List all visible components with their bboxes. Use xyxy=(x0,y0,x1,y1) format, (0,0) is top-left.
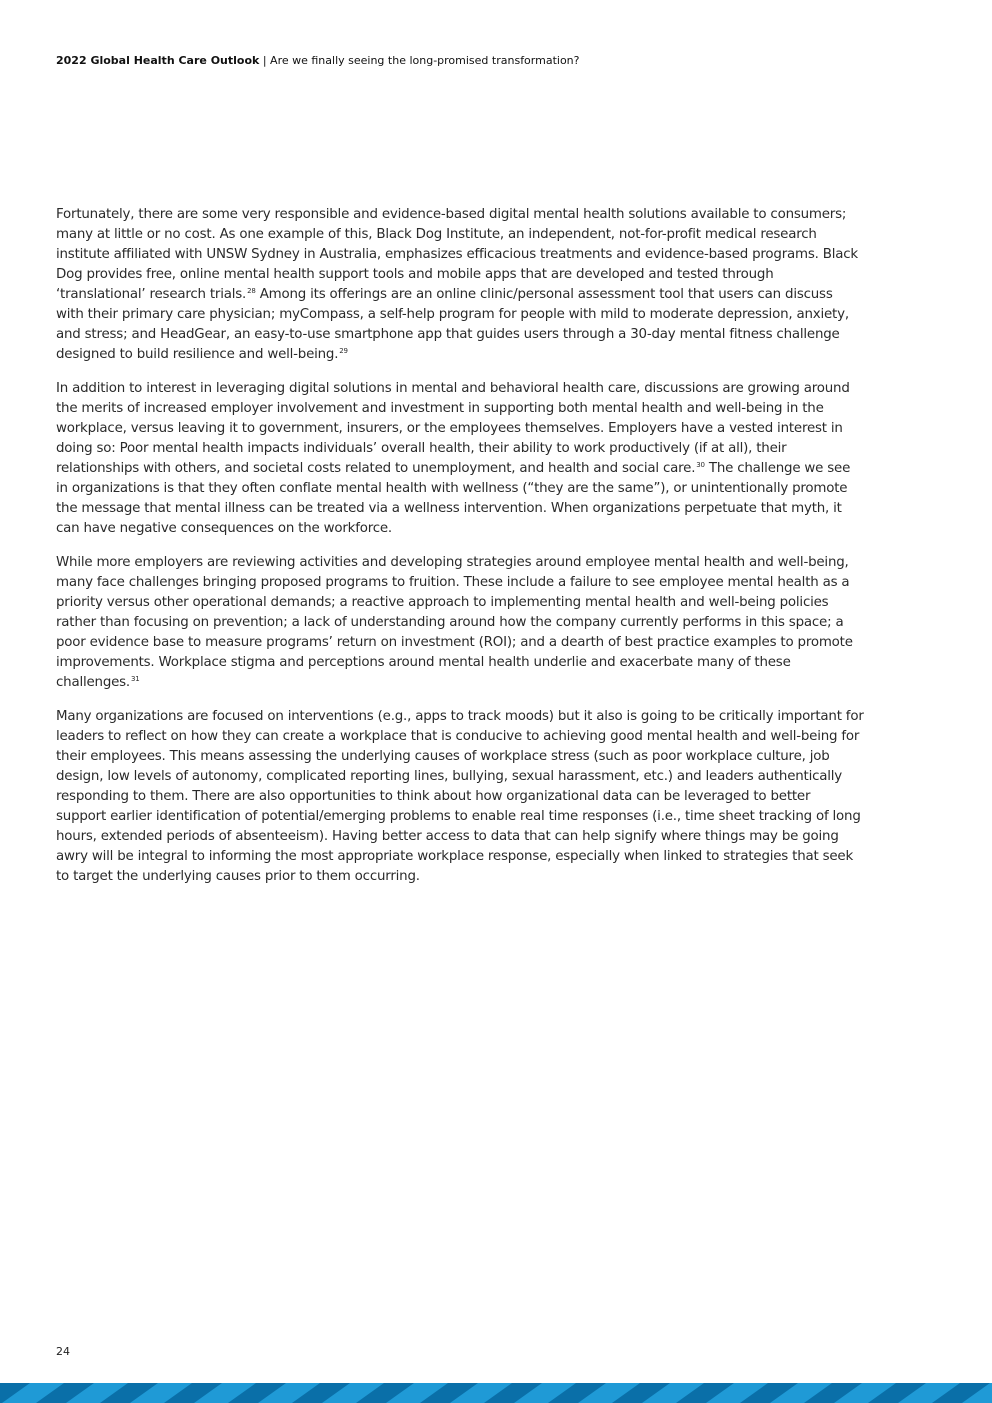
paragraph-text: While more employers are reviewing activities and developing strategies around employee mental health and well-being, many face challenges bringing proposed programs to fruition. These include a failure to see employee mental health as a priority versus other operational demands; a reactive approach to implementing mental health and well-being policies rather than focusing on prevention; a lack of understanding around how the company currently performs in this space; a poor evidence base to measure programs’ return on investment (ROI); and a dearth of best practice examples to promote improvements. Workplace stigma and perceptions around mental health underlie and exacerbate many of these challenges. xyxy=(56,555,853,690)
footnote-ref: 29 xyxy=(339,347,348,355)
running-header xyxy=(56,53,580,69)
paragraph-1 xyxy=(56,205,864,365)
report-subtitle: Are we finally seeing the long-promised transformation? xyxy=(270,54,580,67)
paragraph-text: Many organizations are focused on interventions (e.g., apps to track moods) but it also is going to be critically important for leaders to reflect on how they can create a workplace that is conducive to achieving good mental health and well-being for their employees. This means assessing the underlying causes of workplace stress (such as poor workplace culture, job design, low levels of autonomy, complicated reporting lines, bullying, sexual harassment, etc.) and leaders authentically responding to them. There are also opportunities to think about how organizational data can be leveraged to better support earlier identification of potential/emerging problems to enable real time responses (i.e., time sheet tracking of long hours, extended periods of absenteeism). Having better access to data that can help signify where things may be going awry will be integral to informing the most appropriate workplace response, especially when linked to strategies that seek to target the underlying causes prior to them occurring. xyxy=(56,709,864,884)
paragraph-text: Fortunately, there are some very responsible and evidence-based digital mental health solutions available to consumers; many at little or no cost. As one example of this, Black Dog Institute, an independent, not-for-profit medical research institute affiliated with UNSW Sydney in Australia, emphasizes efficacious treatments and evidence-based programs. Black Dog provides free, online mental health support tools and mobile apps that are developed and tested through ‘translational’ research trials. xyxy=(56,207,858,302)
paragraph-4 xyxy=(56,707,864,887)
paragraph-text: The challenge we see in organizations is that they often conflate mental health with wellness (“they are the same”), or unintentionally promote the message that mental illness can be treated via a wellness intervention. When organizations perpetuate that myth, it can have negative consequences on the workforce. xyxy=(56,461,851,536)
paragraph-2 xyxy=(56,379,864,539)
page-number: 24 xyxy=(56,1345,70,1358)
footer-stripe-band xyxy=(0,1383,992,1403)
article-body xyxy=(56,205,864,901)
paragraph-3 xyxy=(56,553,864,693)
header-separator: | xyxy=(262,54,267,67)
paragraph-text: In addition to interest in leveraging digital solutions in mental and behavioral health care, discussions are growing around the merits of increased employer involvement and investment in supporting both mental health and well-being in the workplace, versus leaving it to government, insurers, or the employees themselves. Employers have a vested interest in doing so: Poor mental health impacts individuals’ overall health, their ability to work productively (if at all), their relationships with others, and societal costs related to unemployment, and health and social care. xyxy=(56,381,850,476)
footnote-ref: 30 xyxy=(696,461,705,469)
paragraph-text: Among its offerings are an online clinic/personal assessment tool that users can discuss with their primary care physician; myCompass, a self-help program for people with mild to moderate depression, anxiety, and stress; and HeadGear, an easy-to-use smartphone app that guides users through a 30-day mental fitness challenge designed to build resilience and well-being. xyxy=(56,287,849,362)
report-title: 2022 Global Health Care Outlook xyxy=(56,54,260,67)
diagonal-stripes-graphic xyxy=(0,1383,992,1403)
footnote-ref: 28 xyxy=(247,287,256,295)
footnote-ref: 31 xyxy=(131,675,140,683)
